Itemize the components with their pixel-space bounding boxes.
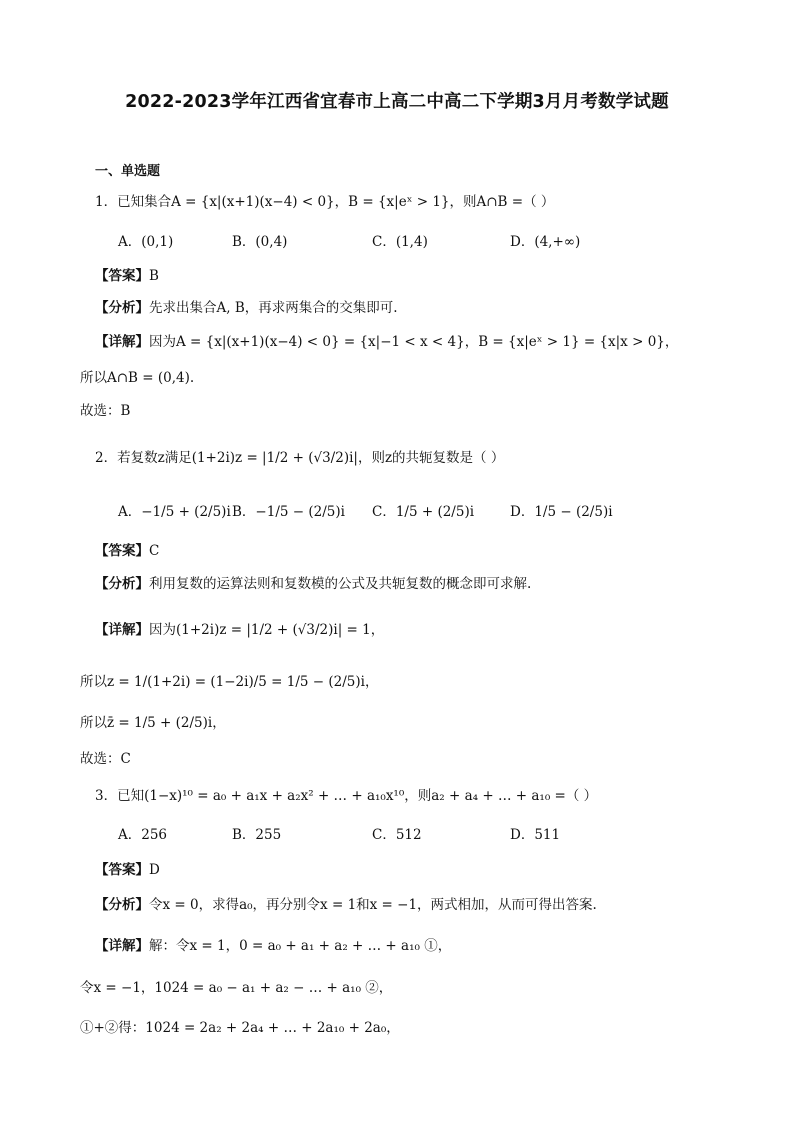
question-3-stem: 3．已知(1−x)¹⁰ = a₀ + a₁x + a₂x² + … + a₁₀x¹⁰，则a₂ + a₄ + … + a₁₀ =（ ）	[95, 788, 598, 804]
analysis-text: 先求出集合A, B，再求两集合的交集即可.	[149, 300, 398, 316]
answer-tag: 【答案】	[95, 862, 149, 878]
q1-detail-line-3: 故选：B	[80, 403, 131, 419]
detail-text: 因为(1+2i)z = |1/2 + (√3/2)i| = 1，	[149, 622, 385, 638]
analysis-tag: 【分析】	[95, 576, 149, 592]
question-2-stem: 2．若复数z满足(1+2i)z = |1/2 + (√3/2)i|，则z的共轭复数是（ ）	[95, 450, 505, 466]
q1-option-d: D．(4,+∞)	[510, 234, 581, 250]
q1-option-b: B．(0,4)	[232, 234, 288, 250]
q2-detail-line-2: 所以z = 1/(1+2i) = (1−2i)/5 = 1/5 − (2/5)i，	[80, 674, 379, 690]
q2-detail-line-3: 所以z̄ = 1/5 + (2/5)i，	[80, 715, 226, 731]
q3-option-a: A．256	[118, 827, 168, 843]
q2-detail	[95, 620, 384, 640]
q1-answer	[95, 266, 159, 286]
analysis-tag: 【分析】	[95, 300, 149, 316]
q3-analysis	[95, 895, 597, 915]
answer-tag: 【答案】	[95, 543, 149, 559]
q1-analysis	[95, 298, 398, 318]
analysis-text: 令x = 0，求得a₀，再分别令x = 1和x = −1，两式相加，从而可得出答案.	[149, 897, 597, 913]
q2-option-a: A．−1/5 + (2/5)i	[118, 504, 231, 520]
q3-detail-line-3: ①+②得：1024 = 2a₂ + 2a₄ + … + 2a₁₀ + 2a₀，	[80, 1020, 400, 1036]
answer-tag: 【答案】	[95, 268, 149, 284]
q2-analysis	[95, 574, 531, 594]
q2-detail-line-4: 故选：C	[80, 751, 131, 767]
analysis-tag: 【分析】	[95, 897, 149, 913]
q1-detail-line-2: 所以A∩B = (0,4).	[80, 370, 195, 386]
q1-option-a: A．(0,1)	[118, 234, 174, 250]
q1-detail	[95, 332, 678, 352]
question-1-stem: 1．已知集合A = {x|(x+1)(x−4) < 0}，B = {x|eˣ > 1}，则A∩B =（ ）	[95, 194, 555, 210]
q2-answer	[95, 541, 159, 561]
q2-option-d: D．1/5 − (2/5)i	[510, 504, 613, 520]
detail-tag: 【详解】	[95, 622, 149, 638]
answer-value: C	[149, 543, 160, 559]
detail-text: 解：令x = 1，0 = a₀ + a₁ + a₂ + … + a₁₀ ①，	[149, 938, 452, 954]
q3-answer	[95, 860, 160, 880]
answer-value: D	[149, 862, 160, 878]
q3-detail	[95, 936, 451, 956]
q2-option-b: B．−1/5 − (2/5)i	[232, 504, 345, 520]
q2-option-c: C．1/5 + (2/5)i	[372, 504, 475, 520]
q3-option-d: D．511	[510, 827, 561, 843]
section-heading: 一、单选题	[95, 164, 161, 179]
q1-option-c: C．(1,4)	[372, 234, 428, 250]
answer-value: B	[149, 268, 159, 284]
q3-option-c: C．512	[372, 827, 422, 843]
page-title: 2022-2023学年江西省宜春市上高二中高二下学期3月月考数学试题	[125, 92, 669, 112]
detail-text: 因为A = {x|(x+1)(x−4) < 0} = {x|−1 < x < 4}，B = {x|eˣ > 1} = {x|x > 0}，	[149, 334, 679, 350]
q3-option-b: B．255	[232, 827, 282, 843]
detail-tag: 【详解】	[95, 938, 149, 954]
detail-tag: 【详解】	[95, 334, 149, 350]
q3-detail-line-2: 令x = −1，1024 = a₀ − a₁ + a₂ − … + a₁₀ ②，	[80, 980, 393, 996]
analysis-text: 利用复数的运算法则和复数模的公式及共轭复数的概念即可求解.	[149, 576, 532, 592]
